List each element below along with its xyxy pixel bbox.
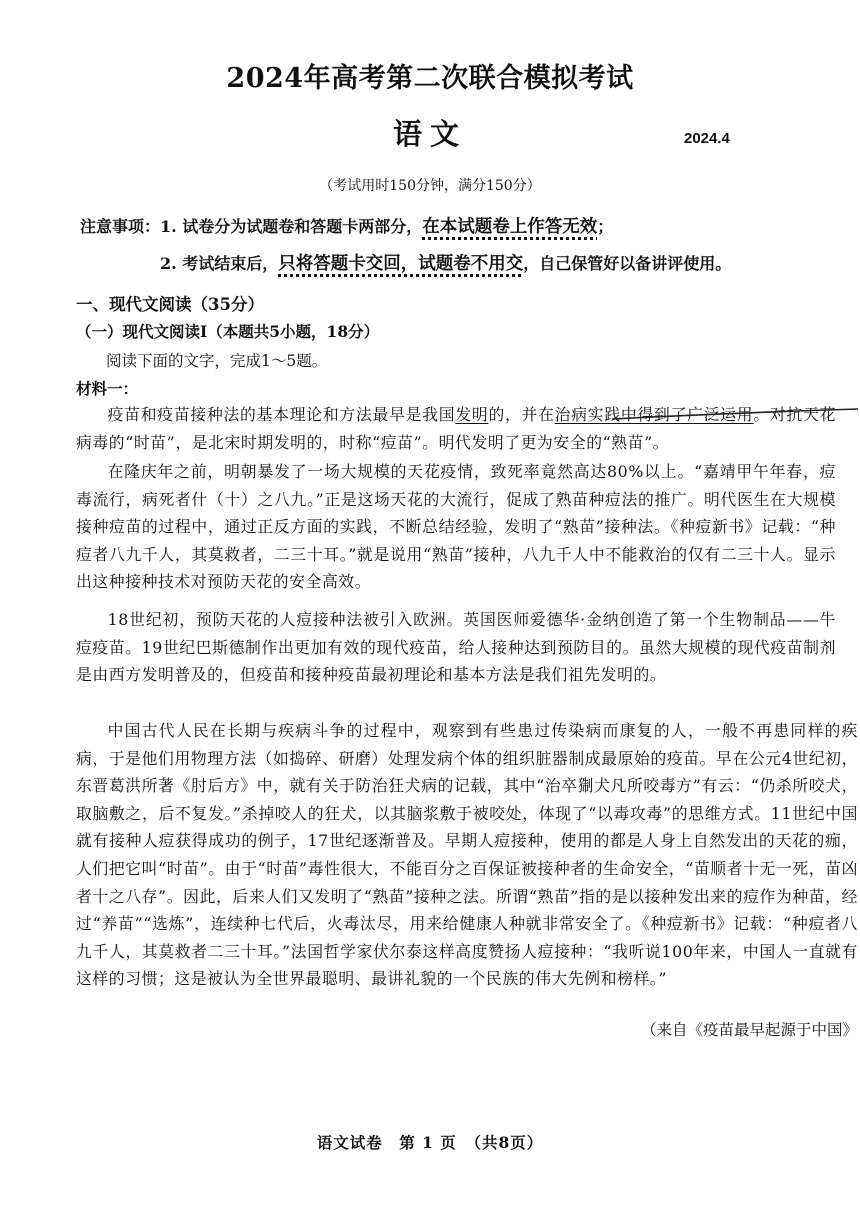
- exam-duration: （考试用时150分钟，满分150分）: [319, 178, 541, 194]
- exam-title: 2024年高考第二次联合模拟考试: [226, 63, 634, 94]
- paragraph-2: 在隆庆年之前，明朝暴发了一场大规模的天花疫情，致死率竟然高达80%以上。“嘉靖甲午年春，痘毒流行，病死者什（十）之八九。”正是这场天花的大流行，促成了熟苗种痘法的推广。明代医生在大规模接种痘苗的过程中，通过正反方面的实践，不断总结经验，发明了“熟苗”接种法。《种痘新书》记载：“种痘者八九千人，其莫救者，二三十耳。”就是说用“熟苗”接种，八九千人中不能救治的仅有二三十人。显示出这种接种技术对预防天花的安全高效。: [76, 462, 836, 592]
- p1-part-c: 的，并在: [488, 405, 555, 424]
- p1-underlined-invention: 发明: [455, 405, 489, 424]
- notice-item2-suffix: ，自己保管好以备讲评使用。: [523, 254, 732, 273]
- page-footer: 语文试卷 第 1 页 （共8页）: [316, 1133, 544, 1152]
- section-heading: 一、现代文阅读（35分）: [76, 295, 264, 314]
- exam-date: 2024.4: [684, 130, 730, 147]
- paragraph-3: 18世纪初，预防天花的人痘接种法被引入欧洲。英国医师爱德华·金纳创造了第一个生物制品——牛痘疫苗。19世纪巴斯德制作出更加有效的现代疫苗，给人接种达到预防目的。虽然大规模的现代疫苗制剂是由西方发明普及的，但疫苗和接种疫苗最初理论和基本方法是我们祖先发明的。: [76, 610, 836, 685]
- source-citation: （来自《疫苗最早起源于中国》: [640, 1021, 858, 1039]
- p1-underlined-practice: 治病实践中得到了广泛运用: [554, 405, 754, 424]
- material-label: 材料一：: [76, 379, 139, 398]
- subsection-heading: （一）现代文阅读Ⅰ（本题共5小题，18分）: [76, 322, 380, 341]
- notice-item1-emphasis: 在本试题卷上作答无效: [422, 217, 598, 237]
- notice-item2-emphasis: 只将答题卡交回，试题卷不用交: [278, 254, 524, 274]
- p1-part-e: 。对抗天花病毒的“时苗”，是北宋时期发明的，时称“痘苗”。明代发明了更为安全的“熟苗”。: [76, 405, 837, 452]
- reading-instruction: 阅读下面的文字，完成1～5题。: [106, 352, 328, 370]
- notice-label: 注意事项：: [80, 217, 161, 236]
- notice-line-2: [160, 250, 731, 275]
- p1-part-a: 疫苗和疫苗接种法的基本理论和方法最早是我国: [107, 405, 456, 424]
- exam-subject: 语文: [392, 117, 467, 151]
- notice-item2-prefix: 2. 考试结束后，: [160, 254, 279, 273]
- pen-mark-icon: [610, 405, 860, 425]
- notice-item1-suffix: ；: [597, 217, 614, 236]
- notice-line-1: [80, 213, 613, 238]
- paragraph-4: 中国古代人民在长期与疾病斗争的过程中，观察到有些患过传染病而康复的人，一般不再患同样的疾病，于是他们用物理方法（如捣碎、研磨）处理发病个体的组织脏器制成最原始的疫苗。早在公元4世纪初，东晋葛洪所著《肘后方》中，就有关于防治狂犬病的记载，其中“治卒猘犬凡所咬毒方”有云：“仍杀所咬犬，取脑敷之，后不复发。”杀掉咬人的狂犬，以其脑浆敷于被咬处，体现了“以毒攻毒”的思维方式。11世纪中国就有接种人痘获得成功的例子，17世纪逐渐普及。早期人痘接种，使用的都是人身上自然发出的天花的痂，人们把它叫“时苗”。由于“时苗”毒性很大，不能百分之百保证被接种者的生命安全，“苗顺者十无一死，苗凶者十之八存”。因此，后来人们又发明了“熟苗”接种之法。所谓“熟苗”指的是以接种发出来的痘作为种苗，经过“养苗”“选炼”，连续种七代后，火毒汰尽，用来给健康人种就非常安全了。《种痘新书》记载：“种痘者八九千人，其莫救者二三十耳。”法国哲学家伏尔泰这样高度赞扬人痘接种：“我听说100年来，中国人一直就有这样的习惯；这是被认为全世界最聪明、最讲礼貌的一个民族的伟大先例和榜样。”: [76, 721, 858, 989]
- notice-item1-prefix: 1. 试卷分为试题卷和答题卡两部分，: [160, 217, 423, 236]
